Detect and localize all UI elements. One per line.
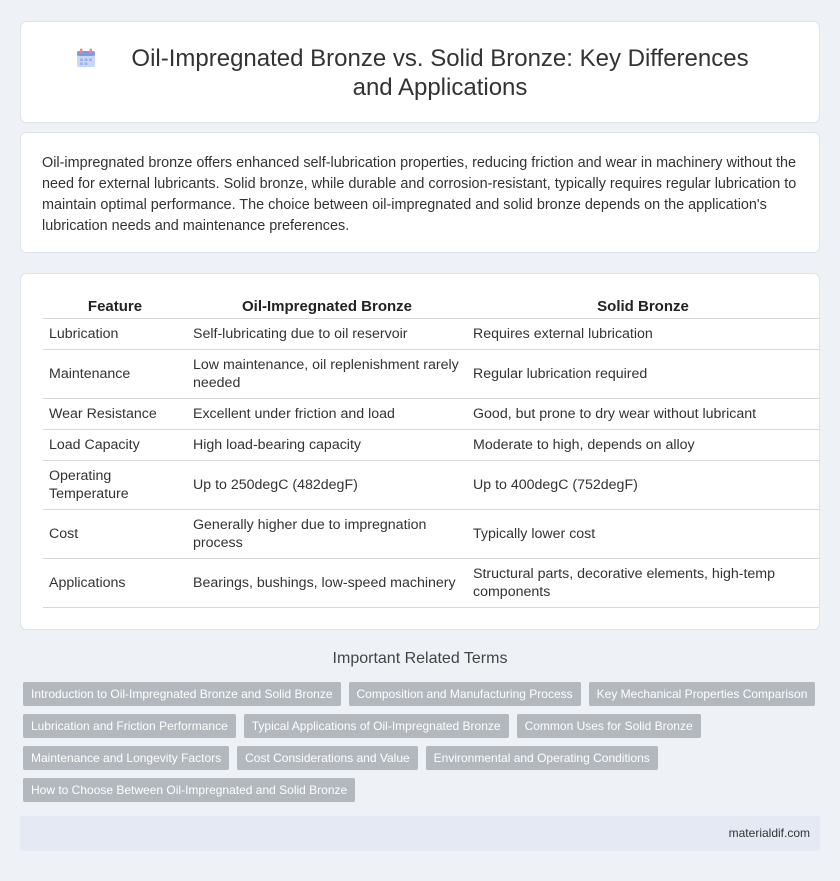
row-oil-value: Low maintenance, oil replenishment rarely needed	[187, 350, 467, 399]
related-term-tag[interactable]: Maintenance and Longevity Factors	[23, 746, 229, 770]
table-row	[43, 430, 819, 461]
row-solid-value: Typically lower cost	[467, 510, 819, 559]
row-feature: Wear Resistance	[43, 399, 187, 430]
intro-card	[20, 132, 820, 253]
row-oil-value: Bearings, bushings, low-speed machinery	[187, 559, 467, 608]
related-term-tag[interactable]: Cost Considerations and Value	[237, 746, 418, 770]
related-terms-heading: Important Related Terms	[332, 650, 508, 667]
related-term-tag[interactable]: Common Uses for Solid Bronze	[517, 714, 701, 738]
row-solid-value: Moderate to high, depends on alloy	[467, 430, 819, 461]
related-term-tag[interactable]: Introduction to Oil-Impregnated Bronze and Solid Bronze	[23, 682, 341, 706]
row-solid-value: Structural parts, decorative elements, high-temp components	[467, 559, 819, 608]
row-feature: Applications	[43, 559, 187, 608]
row-feature: Lubrication	[43, 319, 187, 350]
row-feature: Operating Temperature	[43, 461, 187, 510]
header-feature: Feature	[43, 295, 187, 319]
comparison-card	[20, 273, 820, 630]
header-solid: Solid Bronze	[467, 295, 819, 319]
related-term-tag[interactable]: Typical Applications of Oil-Impregnated Bronze	[244, 714, 509, 738]
title-card	[20, 21, 820, 123]
row-oil-value: Up to 250degC (482degF)	[187, 461, 467, 510]
row-feature: Cost	[43, 510, 187, 559]
row-solid-value: Regular lubrication required	[467, 350, 819, 399]
comparison-table	[43, 295, 819, 608]
table-row	[43, 510, 819, 559]
related-term-tag[interactable]: Key Mechanical Properties Comparison	[589, 682, 816, 706]
table-row	[43, 461, 819, 510]
related-term-tag[interactable]: Lubrication and Friction Performance	[23, 714, 236, 738]
header-oil-impregnated: Oil-Impregnated Bronze	[187, 295, 467, 319]
row-solid-value: Up to 400degC (752degF)	[467, 461, 819, 510]
related-term-tag[interactable]: Environmental and Operating Conditions	[426, 746, 658, 770]
table-row	[43, 319, 819, 350]
footer	[20, 816, 820, 851]
row-solid-value: Good, but prone to dry wear without lubricant	[467, 399, 819, 430]
footer-site-link[interactable]: materialdif.com	[728, 826, 810, 840]
row-oil-value: Excellent under friction and load	[187, 399, 467, 430]
related-terms-list	[23, 682, 819, 802]
row-feature: Maintenance	[43, 350, 187, 399]
table-row	[43, 350, 819, 399]
row-solid-value: Requires external lubrication	[467, 319, 819, 350]
table-row	[43, 559, 819, 608]
row-oil-value: High load-bearing capacity	[187, 430, 467, 461]
related-term-tag[interactable]: Composition and Manufacturing Process	[349, 682, 581, 706]
table-row	[43, 399, 819, 430]
page-title: Oil-Impregnated Bronze vs. Solid Bronze: Key Differences and Applications	[131, 45, 749, 101]
row-oil-value: Generally higher due to impregnation process	[187, 510, 467, 559]
table-header-row	[43, 295, 819, 319]
related-term-tag[interactable]: How to Choose Between Oil-Impregnated and Solid Bronze	[23, 778, 355, 802]
row-oil-value: Self-lubricating due to oil reservoir	[187, 319, 467, 350]
intro-paragraph: Oil-impregnated bronze offers enhanced self-lubrication properties, reducing friction and wear in machinery without the need for external lubricants. Solid bronze, while durable and corrosion-resistant, typically requires regular lubrication to maintain optimal performance. The choice between oil-impregnated and solid bronze depends on the application's lubrication needs and maintenance preferences.	[42, 155, 797, 234]
row-feature: Load Capacity	[43, 430, 187, 461]
